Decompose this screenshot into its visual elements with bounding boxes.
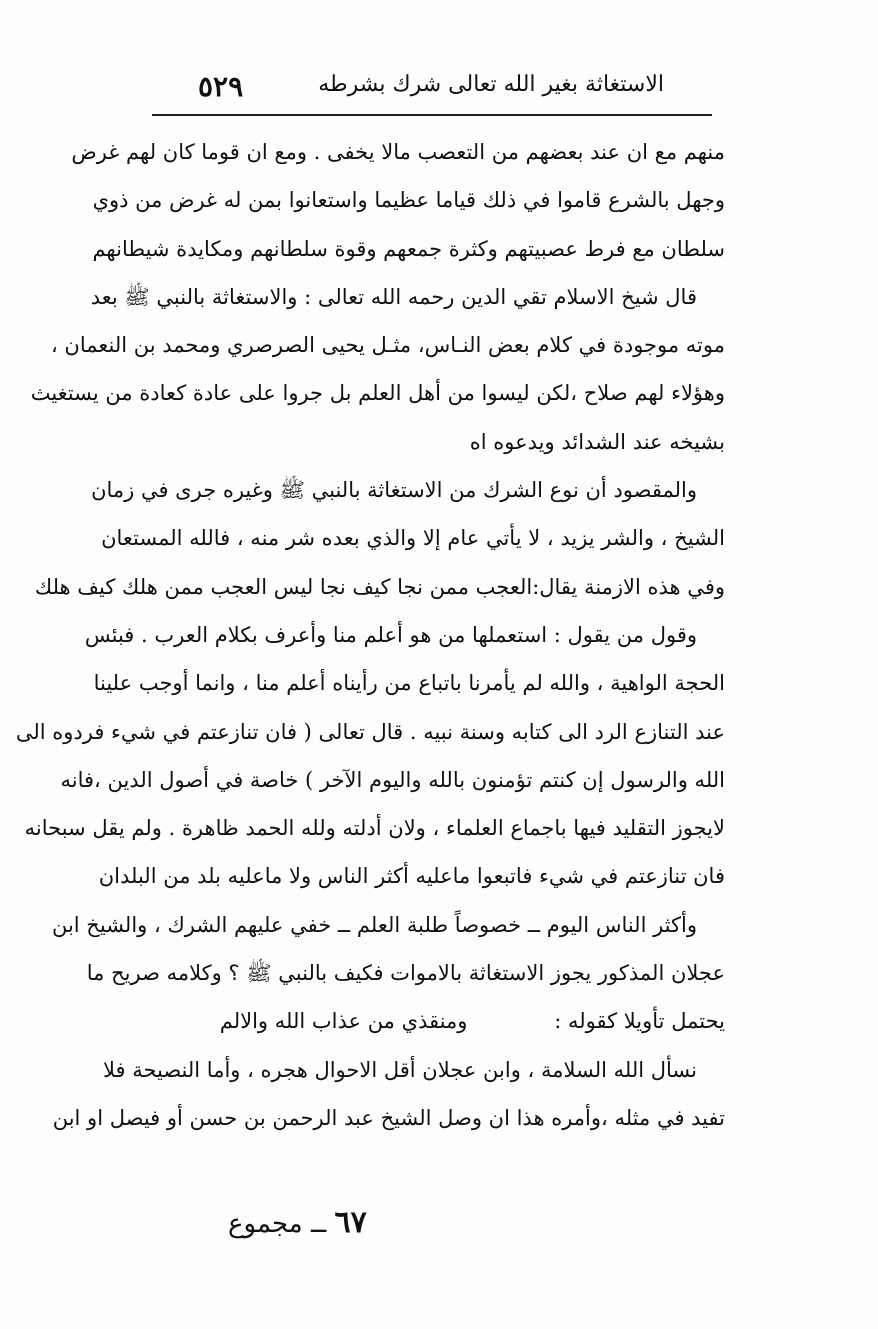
signature-dash: ــ: [310, 1209, 327, 1239]
paragraph-start-line: وأكثر الناس اليوم ــ خصوصاً طلبة العلم ــ خفي عليهم الشرك ، والشيخ ابن: [51, 912, 697, 937]
paragraph-start-line: قال شيخ الاسلام تقي الدين رحمه الله تعالى : والاستغاثة بالنبي ﷺ بعد: [90, 284, 697, 309]
text-line: موته موجودة في كلام بعض النـاس، مثـل يحيى الصرصري ومحمد بن النعمان ،: [50, 333, 725, 358]
text-line: وفي هذه الازمنة يقال:العجب ممن نجا كيف نجا ليس العجب ممن هلك كيف هلك: [34, 574, 725, 599]
paragraph-start-line: وقول من يقول : استعملها من هو أعلم منا وأعرف بكلام العرب . فبئس: [84, 622, 697, 647]
text-line: تفيد في مثله ،وأمره هذا ان وصل الشيخ عبد الرحمن بن حسن أو فيصل او ابن: [52, 1105, 725, 1130]
signature-number: ٦٧: [334, 1205, 367, 1240]
verse-text: [219, 997, 548, 1045]
paragraph-start-line: نسأل الله السلامة ، وابن عجلان أقل الاحوال هجره ، وأما النصيحة فلا: [102, 1057, 697, 1082]
verse-hemistich: ومنقذي من عذاب الله والالم: [219, 1009, 468, 1034]
page-header: [150, 70, 710, 110]
text-line: منهم مع ان عند بعضهم من التعصب مالا يخفى . ومع ان قوما كان لهم غرض: [71, 140, 725, 164]
signature-mark: [228, 1205, 367, 1240]
body-text: [15, 128, 725, 1142]
text-line: الحجة الواهية ، والله لم يأمرنا باتباع من رأيناه أعلم منا ، وانما أوجب علينا: [93, 671, 725, 696]
text-line: الله والرسول إن كنتم تؤمنون بالله واليوم الآخر ) خاصة في أصول الدين ،فانه: [60, 767, 725, 792]
text-line: بشيخه عند الشدائد ويدعوه اه: [469, 429, 725, 454]
text-line: عند التنازع الرد الى كتابه وسنة نبيه . قال تعالى ( فان تنازعتم في شيء فردوه الى: [15, 719, 725, 744]
text-line: الشيخ ، والشر يزيد ، لا يأتي عام إلا والذي بعده شر منه ، فالله المستعان: [101, 526, 725, 551]
signature-label: مجموع: [228, 1209, 303, 1239]
verse-intro: يحتمل تأويلا كقوله :: [554, 1009, 725, 1034]
header-divider: [152, 114, 712, 116]
text-line: فان تنازعتم في شيء فاتبعوا ماعليه أكثر الناس ولا ماعليه بلد من البلدان: [98, 864, 725, 889]
text-line: سلطان مع فرط عصبيتهم وكثرة جمعهم وقوة سلطانهم ومكايدة شيطانهم: [92, 236, 725, 261]
verse-line: [150, 997, 725, 1045]
running-title: الاستغاثة بغير الله تعالى شرك بشرطه: [318, 72, 664, 97]
text-line: وهؤلاء لهم صلاح ،لكن ليسوا من أهل العلم بل جروا على عادة كعادة من يستغيث: [30, 381, 725, 406]
text-line: عجلان المذكور يجوز الاستغاثة بالاموات فكيف بالنبي ﷺ ؟ وكلامه صريح ما: [86, 961, 725, 986]
text-line: وجهل بالشرع قاموا في ذلك قياما عظيما واستعانوا بمن له غرض من ذوي: [92, 188, 725, 213]
page-number: ٥٢٩: [198, 70, 244, 103]
text-line: لايجوز التقليد فيها باجماع العلماء ، ولان أدلته ولله الحمد ظاهرة . ولم يقل سبحانه: [24, 816, 725, 841]
paragraph-start-line: والمقصود أن نوع الشرك من الاستغاثة بالنبي ﷺ وغيره جرى في زمان: [91, 478, 697, 503]
